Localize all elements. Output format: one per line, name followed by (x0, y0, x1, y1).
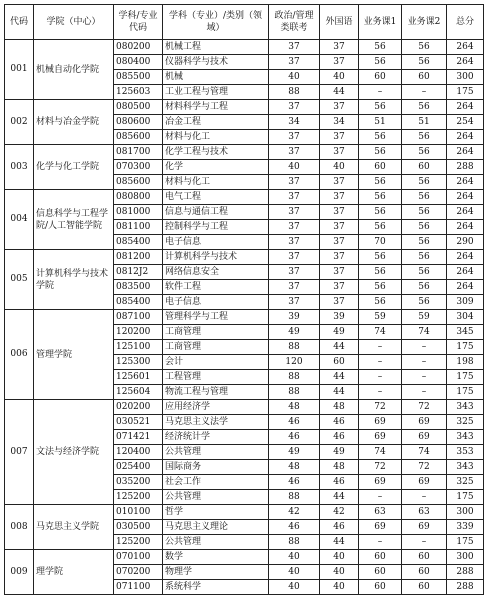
foreign-score-cell: 44 (320, 340, 359, 355)
foreign-score-cell: 40 (320, 580, 359, 595)
major-name-cell: 社会工作 (163, 475, 269, 490)
table-row (5, 40, 484, 55)
college-name-cell: 材料与冶金学院 (34, 100, 114, 145)
course1-score-cell: 70 (359, 235, 402, 250)
politics-score-cell: 40 (269, 550, 320, 565)
course1-score-cell: – (359, 490, 402, 505)
course2-score-cell: 56 (402, 295, 447, 310)
total-score-cell: 339 (447, 520, 484, 535)
total-score-cell: 309 (447, 295, 484, 310)
politics-score-cell: 88 (269, 490, 320, 505)
major-name-cell: 化学 (163, 160, 269, 175)
major-code-cell: 125200 (114, 535, 163, 550)
course1-score-cell: 56 (359, 295, 402, 310)
total-score-cell: 290 (447, 235, 484, 250)
total-score-cell: 264 (447, 250, 484, 265)
major-code-cell: 125200 (114, 490, 163, 505)
total-score-cell: 264 (447, 55, 484, 70)
table-row (5, 190, 484, 205)
politics-score-cell: 46 (269, 520, 320, 535)
course2-score-cell: 56 (402, 235, 447, 250)
major-code-cell: 030500 (114, 520, 163, 535)
course2-score-cell: 59 (402, 310, 447, 325)
header-course-1: 业务课1 (359, 5, 402, 40)
total-score-cell: 264 (447, 190, 484, 205)
foreign-score-cell: 37 (320, 220, 359, 235)
total-score-cell: 288 (447, 580, 484, 595)
foreign-score-cell: 44 (320, 370, 359, 385)
foreign-score-cell: 37 (320, 40, 359, 55)
major-code-cell: 085600 (114, 130, 163, 145)
total-score-cell: 175 (447, 490, 484, 505)
total-score-cell: 175 (447, 85, 484, 100)
major-name-cell: 机械工程 (163, 40, 269, 55)
course1-score-cell: 56 (359, 55, 402, 70)
politics-score-cell: 120 (269, 355, 320, 370)
major-name-cell: 工业工程与管理 (163, 85, 269, 100)
major-name-cell: 应用经济学 (163, 400, 269, 415)
major-name-cell: 工商管理 (163, 340, 269, 355)
college-name-cell: 化学与化工学院 (34, 145, 114, 190)
course1-score-cell: 60 (359, 70, 402, 85)
major-code-cell: 085400 (114, 295, 163, 310)
total-score-cell: 343 (447, 430, 484, 445)
total-score-cell: 264 (447, 205, 484, 220)
foreign-score-cell: 48 (320, 400, 359, 415)
major-name-cell: 数学 (163, 550, 269, 565)
major-code-cell: 070200 (114, 565, 163, 580)
politics-score-cell: 40 (269, 70, 320, 85)
major-code-cell: 0812J2 (114, 265, 163, 280)
major-name-cell: 材料与化工 (163, 175, 269, 190)
course2-score-cell: 56 (402, 265, 447, 280)
course1-score-cell: 60 (359, 160, 402, 175)
course1-score-cell: – (359, 355, 402, 370)
major-code-cell: 081100 (114, 220, 163, 235)
course1-score-cell: 56 (359, 205, 402, 220)
foreign-score-cell: 42 (320, 505, 359, 520)
total-score-cell: 264 (447, 40, 484, 55)
major-code-cell: 035200 (114, 475, 163, 490)
course2-score-cell: 60 (402, 565, 447, 580)
total-score-cell: 264 (447, 130, 484, 145)
major-name-cell: 马克思主义理论 (163, 520, 269, 535)
politics-score-cell: 37 (269, 145, 320, 160)
course1-score-cell: 56 (359, 220, 402, 235)
major-name-cell: 仪器科学与技术 (163, 55, 269, 70)
major-name-cell: 公共管理 (163, 490, 269, 505)
foreign-score-cell: 46 (320, 430, 359, 445)
college-code-cell: 001 (5, 40, 34, 100)
major-name-cell: 公共管理 (163, 445, 269, 460)
politics-score-cell: 88 (269, 85, 320, 100)
politics-score-cell: 49 (269, 325, 320, 340)
total-score-cell: 288 (447, 160, 484, 175)
total-score-cell: 264 (447, 280, 484, 295)
course2-score-cell: 56 (402, 175, 447, 190)
major-name-cell: 公共管理 (163, 535, 269, 550)
header-college: 学院（中心） (34, 5, 114, 40)
major-code-cell: 120400 (114, 445, 163, 460)
total-score-cell: 198 (447, 355, 484, 370)
politics-score-cell: 88 (269, 370, 320, 385)
total-score-cell: 300 (447, 70, 484, 85)
major-code-cell: 085600 (114, 175, 163, 190)
major-code-cell: 125601 (114, 370, 163, 385)
total-score-cell: 325 (447, 415, 484, 430)
politics-score-cell: 46 (269, 475, 320, 490)
major-code-cell: 020200 (114, 400, 163, 415)
course1-score-cell: 72 (359, 400, 402, 415)
major-name-cell: 软件工程 (163, 280, 269, 295)
politics-score-cell: 34 (269, 115, 320, 130)
major-name-cell: 经济统计学 (163, 430, 269, 445)
total-score-cell: 264 (447, 100, 484, 115)
foreign-score-cell: 46 (320, 520, 359, 535)
course2-score-cell: 69 (402, 475, 447, 490)
course2-score-cell: 72 (402, 400, 447, 415)
course2-score-cell: 56 (402, 280, 447, 295)
course2-score-cell: – (402, 355, 447, 370)
college-name-cell: 马克思主义学院 (34, 505, 114, 550)
foreign-score-cell: 37 (320, 295, 359, 310)
politics-score-cell: 40 (269, 580, 320, 595)
major-code-cell: 085500 (114, 70, 163, 85)
course1-score-cell: 56 (359, 250, 402, 265)
course1-score-cell: 69 (359, 415, 402, 430)
politics-score-cell: 46 (269, 415, 320, 430)
foreign-score-cell: 46 (320, 415, 359, 430)
header-course-2: 业务课2 (402, 5, 447, 40)
total-score-cell: 300 (447, 505, 484, 520)
course2-score-cell: – (402, 490, 447, 505)
total-score-cell: 343 (447, 460, 484, 475)
course1-score-cell: 60 (359, 580, 402, 595)
foreign-score-cell: 37 (320, 190, 359, 205)
header-major: 学科（专业）/类别（领域） (163, 5, 269, 40)
foreign-score-cell: 49 (320, 445, 359, 460)
table-row (5, 310, 484, 325)
major-name-cell: 网络信息安全 (163, 265, 269, 280)
major-name-cell: 电子信息 (163, 295, 269, 310)
major-name-cell: 马克思主义法学 (163, 415, 269, 430)
major-name-cell: 控制科学与工程 (163, 220, 269, 235)
college-code-cell: 005 (5, 250, 34, 310)
total-score-cell: 300 (447, 550, 484, 565)
foreign-score-cell: 37 (320, 235, 359, 250)
course1-score-cell: – (359, 535, 402, 550)
table-row (5, 100, 484, 115)
college-code-cell: 008 (5, 505, 34, 550)
foreign-score-cell: 40 (320, 160, 359, 175)
course2-score-cell: 69 (402, 415, 447, 430)
course1-score-cell: 56 (359, 130, 402, 145)
course2-score-cell: 56 (402, 220, 447, 235)
major-code-cell: 025400 (114, 460, 163, 475)
major-code-cell: 070300 (114, 160, 163, 175)
politics-score-cell: 40 (269, 565, 320, 580)
major-name-cell: 哲学 (163, 505, 269, 520)
foreign-score-cell: 44 (320, 85, 359, 100)
course1-score-cell: – (359, 370, 402, 385)
politics-score-cell: 88 (269, 535, 320, 550)
foreign-score-cell: 37 (320, 100, 359, 115)
politics-score-cell: 37 (269, 250, 320, 265)
total-score-cell: 353 (447, 445, 484, 460)
course2-score-cell: 60 (402, 580, 447, 595)
course1-score-cell: 56 (359, 40, 402, 55)
foreign-score-cell: 44 (320, 490, 359, 505)
major-name-cell: 材料与化工 (163, 130, 269, 145)
header-foreign-language: 外国语 (320, 5, 359, 40)
total-score-cell: 264 (447, 220, 484, 235)
politics-score-cell: 37 (269, 295, 320, 310)
major-code-cell: 083500 (114, 280, 163, 295)
major-name-cell: 机械 (163, 70, 269, 85)
foreign-score-cell: 60 (320, 355, 359, 370)
major-name-cell: 管理科学与工程 (163, 310, 269, 325)
college-name-cell: 信息科学与工程学院/人工智能学院 (34, 190, 114, 250)
total-score-cell: 264 (447, 175, 484, 190)
politics-score-cell: 48 (269, 400, 320, 415)
total-score-cell: 345 (447, 325, 484, 340)
foreign-score-cell: 37 (320, 280, 359, 295)
foreign-score-cell: 37 (320, 175, 359, 190)
major-name-cell: 会计 (163, 355, 269, 370)
foreign-score-cell: 37 (320, 250, 359, 265)
course1-score-cell: 63 (359, 505, 402, 520)
course1-score-cell: 51 (359, 115, 402, 130)
course1-score-cell: 74 (359, 445, 402, 460)
foreign-score-cell: 37 (320, 55, 359, 70)
foreign-score-cell: 40 (320, 565, 359, 580)
major-name-cell: 计算机科学与技术 (163, 250, 269, 265)
politics-score-cell: 37 (269, 265, 320, 280)
politics-score-cell: 37 (269, 175, 320, 190)
course1-score-cell: – (359, 340, 402, 355)
total-score-cell: 175 (447, 340, 484, 355)
course2-score-cell: – (402, 370, 447, 385)
total-score-cell: 264 (447, 145, 484, 160)
course2-score-cell: 60 (402, 550, 447, 565)
total-score-cell: 175 (447, 370, 484, 385)
total-score-cell: 304 (447, 310, 484, 325)
college-code-cell: 007 (5, 400, 34, 505)
foreign-score-cell: 40 (320, 70, 359, 85)
table-row (5, 550, 484, 565)
total-score-cell: 343 (447, 400, 484, 415)
politics-score-cell: 48 (269, 460, 320, 475)
course2-score-cell: 74 (402, 325, 447, 340)
table-row (5, 505, 484, 520)
politics-score-cell: 37 (269, 190, 320, 205)
major-name-cell: 材料科学与工程 (163, 100, 269, 115)
politics-score-cell: 39 (269, 310, 320, 325)
politics-score-cell: 37 (269, 220, 320, 235)
course1-score-cell: – (359, 85, 402, 100)
major-code-cell: 085400 (114, 235, 163, 250)
course2-score-cell: 60 (402, 70, 447, 85)
course1-score-cell: 56 (359, 100, 402, 115)
major-code-cell: 081000 (114, 205, 163, 220)
total-score-cell: 254 (447, 115, 484, 130)
major-name-cell: 工商管理 (163, 325, 269, 340)
foreign-score-cell: 37 (320, 205, 359, 220)
politics-score-cell: 37 (269, 100, 320, 115)
course1-score-cell: 60 (359, 565, 402, 580)
header-college-code: 代码 (5, 5, 34, 40)
total-score-cell: 288 (447, 565, 484, 580)
major-code-cell: 071421 (114, 430, 163, 445)
course2-score-cell: 56 (402, 190, 447, 205)
major-code-cell: 080800 (114, 190, 163, 205)
total-score-cell: 325 (447, 475, 484, 490)
major-name-cell: 电气工程 (163, 190, 269, 205)
college-name-cell: 计算机科学与技术学院 (34, 250, 114, 310)
college-name-cell: 文法与经济学院 (34, 400, 114, 505)
course2-score-cell: 56 (402, 205, 447, 220)
foreign-score-cell: 37 (320, 265, 359, 280)
major-code-cell: 081200 (114, 250, 163, 265)
politics-score-cell: 46 (269, 430, 320, 445)
major-name-cell: 电子信息 (163, 235, 269, 250)
course2-score-cell: 56 (402, 250, 447, 265)
major-name-cell: 化学工程与技术 (163, 145, 269, 160)
major-code-cell: 080600 (114, 115, 163, 130)
foreign-score-cell: 37 (320, 145, 359, 160)
table-row (5, 250, 484, 265)
foreign-score-cell: 46 (320, 475, 359, 490)
course2-score-cell: 56 (402, 55, 447, 70)
politics-score-cell: 40 (269, 160, 320, 175)
course2-score-cell: 63 (402, 505, 447, 520)
course1-score-cell: 56 (359, 265, 402, 280)
foreign-score-cell: 39 (320, 310, 359, 325)
college-code-cell: 004 (5, 190, 34, 250)
foreign-score-cell: 44 (320, 385, 359, 400)
major-name-cell: 工程管理 (163, 370, 269, 385)
header-politics: 政治/管理类联考 (269, 5, 320, 40)
major-code-cell: 070100 (114, 550, 163, 565)
course1-score-cell: 56 (359, 190, 402, 205)
major-code-cell: 120200 (114, 325, 163, 340)
major-code-cell: 087100 (114, 310, 163, 325)
header-row (5, 5, 484, 40)
politics-score-cell: 88 (269, 385, 320, 400)
politics-score-cell: 37 (269, 130, 320, 145)
college-code-cell: 002 (5, 100, 34, 145)
major-code-cell: 081700 (114, 145, 163, 160)
college-name-cell: 管理学院 (34, 310, 114, 400)
major-name-cell: 信息与通信工程 (163, 205, 269, 220)
course2-score-cell: 56 (402, 145, 447, 160)
header-total: 总分 (447, 5, 484, 40)
course2-score-cell: 69 (402, 430, 447, 445)
total-score-cell: 264 (447, 265, 484, 280)
foreign-score-cell: 37 (320, 130, 359, 145)
college-name-cell: 理学院 (34, 550, 114, 595)
course1-score-cell: 59 (359, 310, 402, 325)
table-row (5, 145, 484, 160)
major-code-cell: 125300 (114, 355, 163, 370)
major-code-cell: 080500 (114, 100, 163, 115)
major-code-cell: 010100 (114, 505, 163, 520)
course2-score-cell: 60 (402, 160, 447, 175)
politics-score-cell: 37 (269, 55, 320, 70)
major-code-cell: 125604 (114, 385, 163, 400)
course2-score-cell: – (402, 385, 447, 400)
major-code-cell: 080400 (114, 55, 163, 70)
course1-score-cell: 72 (359, 460, 402, 475)
course1-score-cell: 69 (359, 430, 402, 445)
major-code-cell: 125100 (114, 340, 163, 355)
header-major-code: 学科/专业代码 (114, 5, 163, 40)
course2-score-cell: – (402, 340, 447, 355)
course1-score-cell: 60 (359, 550, 402, 565)
major-name-cell: 物流工程与管理 (163, 385, 269, 400)
major-code-cell: 071100 (114, 580, 163, 595)
course1-score-cell: 56 (359, 145, 402, 160)
politics-score-cell: 37 (269, 40, 320, 55)
major-code-cell: 125603 (114, 85, 163, 100)
foreign-score-cell: 34 (320, 115, 359, 130)
course1-score-cell: 69 (359, 475, 402, 490)
course2-score-cell: 74 (402, 445, 447, 460)
course2-score-cell: 56 (402, 40, 447, 55)
course2-score-cell: – (402, 85, 447, 100)
politics-score-cell: 49 (269, 445, 320, 460)
politics-score-cell: 37 (269, 280, 320, 295)
score-table (4, 4, 484, 595)
foreign-score-cell: 44 (320, 535, 359, 550)
course2-score-cell: 56 (402, 100, 447, 115)
course1-score-cell: 74 (359, 325, 402, 340)
course1-score-cell: 56 (359, 175, 402, 190)
total-score-cell: 175 (447, 385, 484, 400)
course2-score-cell: 56 (402, 130, 447, 145)
foreign-score-cell: 40 (320, 550, 359, 565)
politics-score-cell: 88 (269, 340, 320, 355)
foreign-score-cell: 49 (320, 325, 359, 340)
major-name-cell: 物理学 (163, 565, 269, 580)
college-code-cell: 003 (5, 145, 34, 190)
course2-score-cell: 51 (402, 115, 447, 130)
major-code-cell: 080200 (114, 40, 163, 55)
major-name-cell: 系统科学 (163, 580, 269, 595)
major-name-cell: 冶金工程 (163, 115, 269, 130)
table-row (5, 400, 484, 415)
politics-score-cell: 37 (269, 205, 320, 220)
foreign-score-cell: 48 (320, 460, 359, 475)
total-score-cell: 175 (447, 535, 484, 550)
course2-score-cell: 72 (402, 460, 447, 475)
politics-score-cell: 42 (269, 505, 320, 520)
course1-score-cell: – (359, 385, 402, 400)
major-name-cell: 国际商务 (163, 460, 269, 475)
college-code-cell: 006 (5, 310, 34, 400)
course1-score-cell: 69 (359, 520, 402, 535)
college-code-cell: 009 (5, 550, 34, 595)
course1-score-cell: 56 (359, 280, 402, 295)
table-body (5, 40, 484, 595)
course2-score-cell: 69 (402, 520, 447, 535)
college-name-cell: 机械自动化学院 (34, 40, 114, 100)
major-code-cell: 030521 (114, 415, 163, 430)
politics-score-cell: 37 (269, 235, 320, 250)
course2-score-cell: – (402, 535, 447, 550)
